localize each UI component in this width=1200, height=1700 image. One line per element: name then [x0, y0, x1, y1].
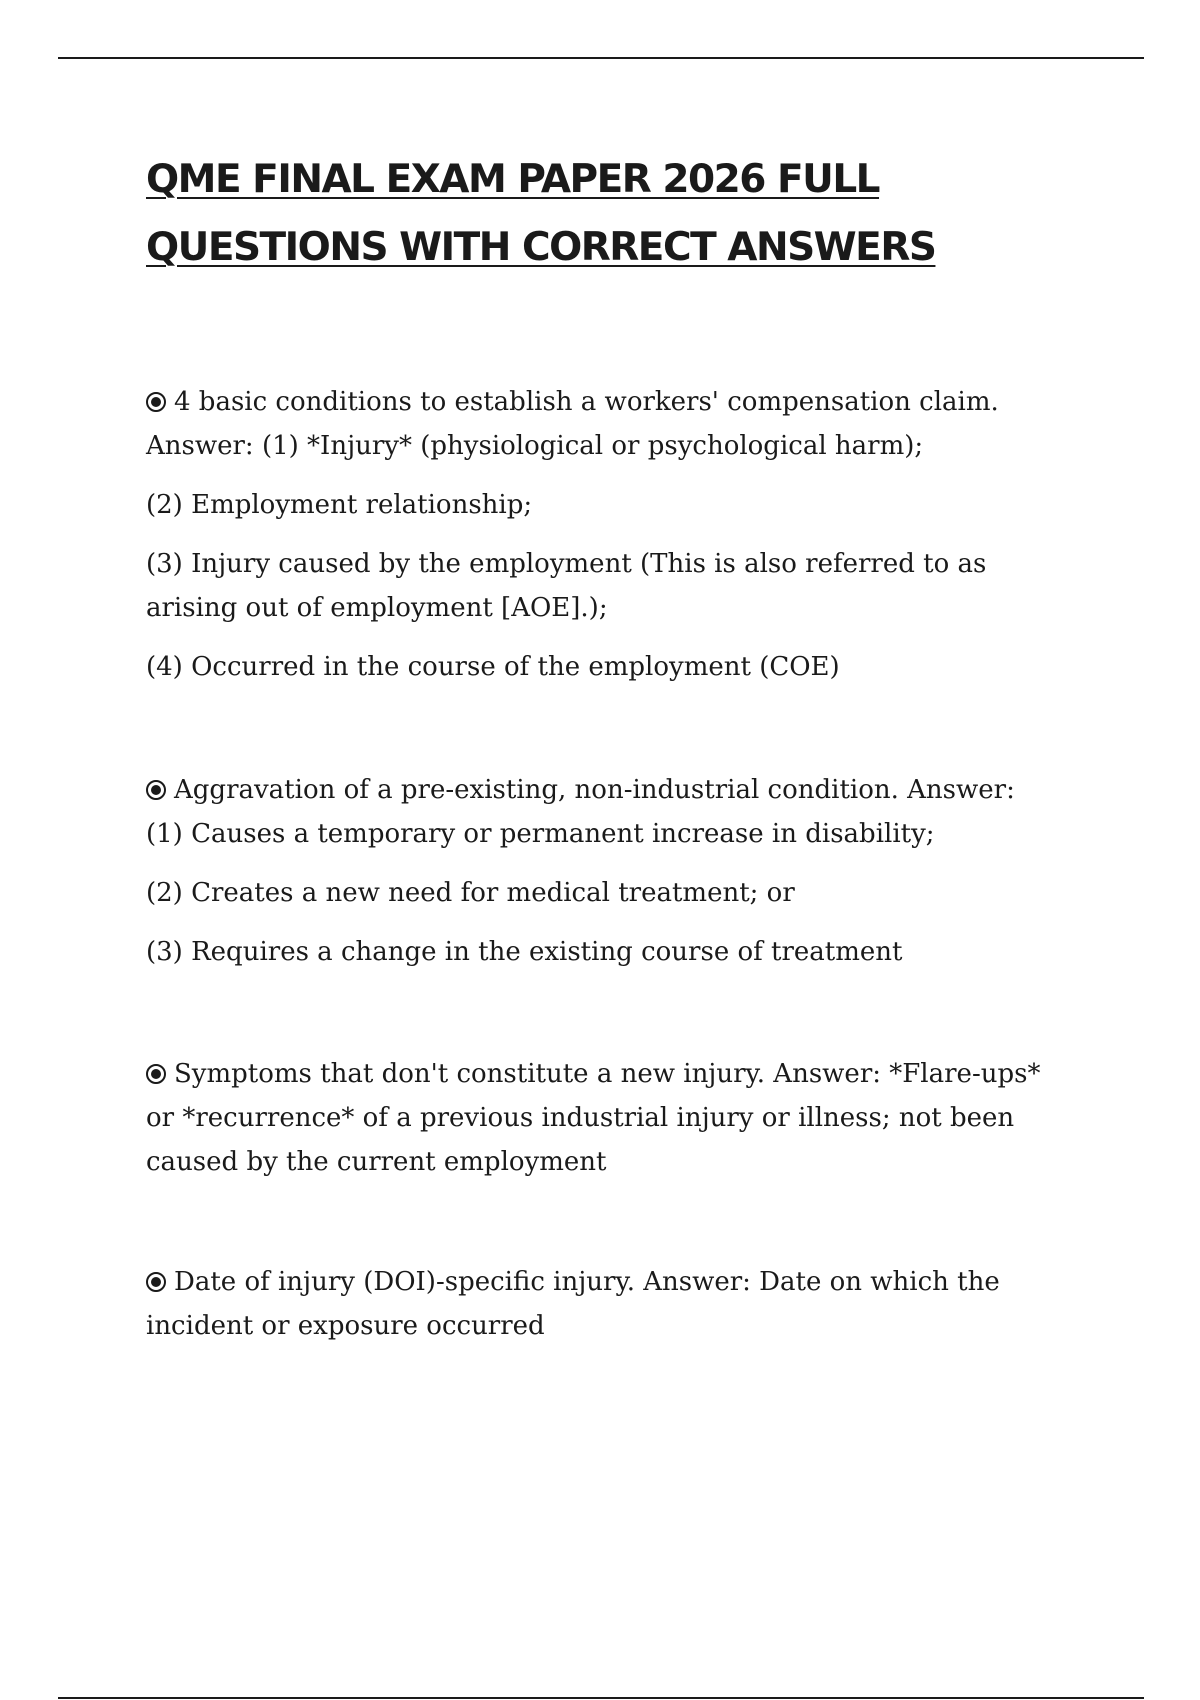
answer-line: (4) Occurred in the course of the employment (COE) [146, 652, 840, 682]
question-text: Symptoms that don't constitute a new injury. Answer: *Flare-ups* [174, 1059, 1041, 1089]
title-line-2: QUESTIONS WITH CORRECT ANSWERS [146, 225, 936, 270]
footer-rule [58, 1697, 1144, 1699]
fisheye-bullet-icon [146, 780, 166, 800]
answer-line: caused by the current employment [146, 1147, 607, 1177]
answer-line: (2) Creates a new need for medical treatment; or [146, 878, 795, 908]
answer-line: or *recurrence* of a previous industrial injury or illness; not been [146, 1103, 1015, 1133]
title-line-1: QME FINAL EXAM PAPER 2026 FULL [146, 157, 880, 202]
answer-line: incident or exposure occurred [146, 1311, 545, 1341]
answer-line: (1) Causes a temporary or permanent increase in disability; [146, 819, 935, 849]
answer-line: (3) Injury caused by the employment (This is also referred to as [146, 549, 987, 579]
header-rule [58, 57, 1144, 59]
qa-item [146, 380, 999, 689]
fisheye-bullet-icon [146, 1272, 166, 1292]
question-line [146, 768, 1015, 812]
answer-line: arising out of employment [AOE].); [146, 593, 608, 623]
question-line [146, 380, 999, 424]
answer-line: (2) Employment relationship; [146, 490, 533, 520]
fisheye-bullet-icon [146, 1064, 166, 1084]
qa-item [146, 1052, 1040, 1184]
question-text: 4 basic conditions to establish a workers' compensation claim. [174, 387, 999, 417]
document-title [146, 146, 1106, 282]
question-text: Aggravation of a pre-existing, non-industrial condition. Answer: [174, 775, 1015, 805]
question-text: Date of injury (DOI)-specific injury. Answer: Date on which the [174, 1267, 1000, 1297]
question-line [146, 1052, 1040, 1096]
answer-line: Answer: (1) *Injury* (physiological or psychological harm); [146, 431, 924, 461]
fisheye-bullet-icon [146, 392, 166, 412]
question-line [146, 1260, 1000, 1304]
answer-line: (3) Requires a change in the existing course of treatment [146, 937, 903, 967]
qa-item [146, 768, 1015, 974]
qa-item [146, 1260, 1000, 1348]
